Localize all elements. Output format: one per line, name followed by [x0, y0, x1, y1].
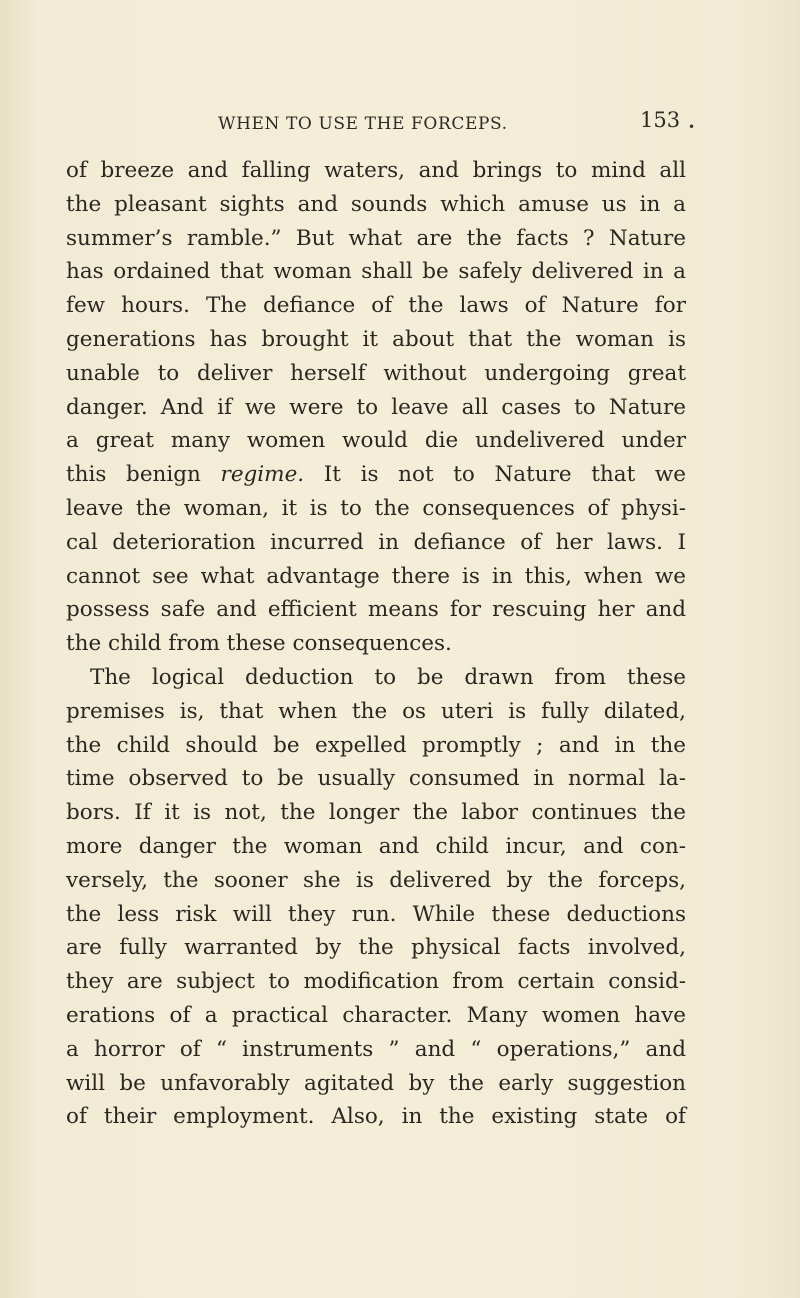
text-line: the pleasant sights and sounds which amuse us in a — [66, 191, 686, 217]
italic-word: regime. — [220, 462, 305, 488]
text-line: versely, the sooner she is delivered by the forceps, — [66, 867, 686, 893]
body-text — [66, 154, 686, 1134]
text-line: generations has brought it about that the woman is — [66, 326, 686, 352]
text-line: cannot see what advantage there is in this, when we — [66, 563, 686, 589]
text-line: few hours. The defiance of the laws of Nature for — [66, 293, 686, 319]
text-line: are fully warranted by the physical facts involved, — [66, 935, 686, 961]
text-segment: It is not to Nature that we — [304, 462, 687, 488]
page-header — [200, 108, 700, 138]
running-head: WHEN TO USE THE FORCEPS. — [218, 114, 508, 134]
text-line: of breeze and falling waters, and brings to mind all — [66, 158, 686, 183]
text-line: cal deterioration incurred in defiance of her laws. I — [66, 529, 686, 555]
text-line: they are subject to modification from certain consid- — [66, 969, 686, 995]
paragraph-start-line: The logical deduction to be drawn from these — [90, 664, 686, 690]
text-line: a horror of “ instruments ” and “ operations,” and — [66, 1036, 686, 1062]
text-line-with-italic — [66, 458, 686, 492]
text-line: has ordained that woman shall be safely delivered in a — [66, 259, 686, 285]
text-line: will be unfavorably agitated by the early suggestion — [66, 1070, 686, 1096]
text-line: leave the woman, it is to the consequences of physi- — [66, 495, 686, 521]
text-line: erations of a practical character. Many women have — [66, 1002, 686, 1028]
text-line: unable to deliver herself without undergoing great — [66, 360, 686, 386]
text-line: the child should be expelled promptly ; and in the — [66, 732, 686, 758]
text-line: more danger the woman and child incur, and con- — [66, 833, 686, 859]
text-line: time observed to be usually consumed in normal la- — [66, 766, 686, 792]
text-line: the less risk will they run. While these deductions — [66, 901, 686, 927]
text-line: of their employment. Also, in the existing state of — [66, 1104, 686, 1130]
text-line: bors. If it is not, the longer the labor continues the — [66, 800, 686, 826]
margin-mark: • — [688, 120, 696, 134]
text-line: premises is, that when the os uteri is fully dilated, — [66, 698, 686, 724]
text-line: danger. And if we were to leave all cases to Nature — [66, 394, 686, 420]
page-number: 153 — [640, 108, 681, 132]
text-segment: this benign — [66, 462, 221, 488]
text-line: a great many women would die undelivered under — [66, 428, 686, 454]
text-line: summer’s ramble.” But what are the facts ? Nature — [66, 225, 686, 251]
text-line: possess safe and efficient means for rescuing her and — [66, 597, 686, 623]
paragraph-end-line: the child from these consequences. — [66, 631, 452, 657]
